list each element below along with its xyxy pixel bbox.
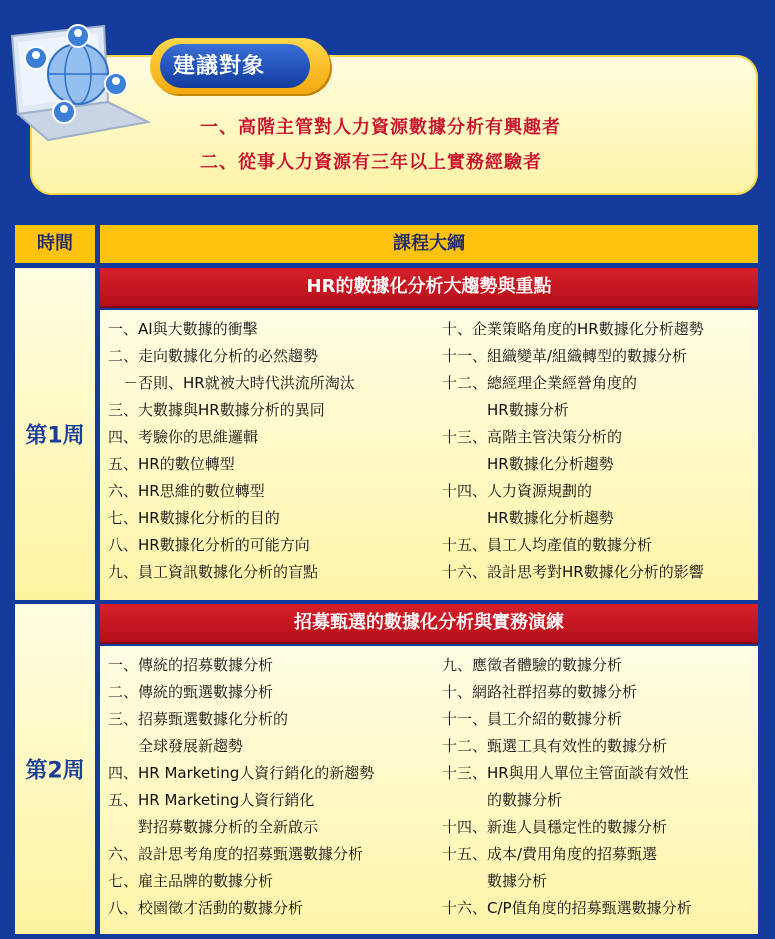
list-item: 九、應徵者體驗的數據分析 (442, 656, 623, 674)
list-item: 三、大數據與HR數據分析的異同 (108, 401, 325, 419)
list-item: 的數據分析 (442, 791, 563, 809)
list-item: HR數據化分析趨勢 (442, 509, 614, 527)
time-header: 時間 (15, 225, 95, 263)
list-item: 十、企業策略角度的HR數據化分析趨勢 (442, 320, 704, 338)
week-1-label: 第1周 (25, 423, 85, 449)
list-item: 二、走向數據化分析的必然趨勢 (108, 347, 319, 365)
list-item: 五、HR Marketing人資行銷化 (108, 791, 315, 809)
list-item: 十五、成本/費用角度的招募甄選 (442, 845, 658, 863)
audience-item-1: 一、高階主管對人力資源數據分析有興趣者 (200, 117, 561, 138)
list-item: 九、員工資訊數據化分析的盲點 (108, 563, 319, 581)
list-item: 十一、組織變革/組織轉型的數據分析 (442, 347, 688, 365)
list-item: 十六、C/P值角度的招募甄選數據分析 (442, 899, 692, 917)
week-2-right-column (442, 652, 692, 922)
list-item: 對招募數據分析的全新啟示 (108, 818, 319, 836)
audience-item-2: 二、從事人力資源有三年以上實務經驗者 (200, 152, 542, 173)
list-item: 數據分析 (442, 872, 548, 890)
laptop-network-icon (8, 22, 158, 142)
list-item: HR數據化分析趨勢 (442, 455, 614, 473)
list-item: 七、HR數據化分析的目的 (108, 509, 280, 527)
week-1-cell (15, 268, 95, 600)
list-item: 四、HR Marketing人資行銷化的新趨勢 (108, 764, 375, 782)
list-item: HR數據分析 (442, 401, 569, 419)
list-item: 一、傳統的招募數據分析 (108, 656, 274, 674)
outline-header: 課程大綱 (100, 225, 758, 263)
list-item: 一、AI與大數據的衝擊 (108, 320, 258, 338)
week-1-right-column (442, 316, 704, 586)
list-item: 十二、總經理企業經營角度的 (442, 374, 638, 392)
list-item: 十四、新進人員穩定性的數據分析 (442, 818, 668, 836)
list-item: 八、HR數據化分析的可能方向 (108, 536, 310, 554)
list-item: －否則、HR就被大時代洪流所淘汰 (108, 374, 355, 392)
list-item: 七、雇主品牌的數據分析 (108, 872, 274, 890)
week-2-label: 第2周 (25, 758, 85, 784)
week-2-left-column (108, 652, 374, 922)
week-1-content (100, 310, 758, 600)
list-item: 十四、人力資源規劃的 (442, 482, 593, 500)
list-item: 十二、甄選工具有效性的數據分析 (442, 737, 668, 755)
list-item: 十、網路社群招募的數據分析 (442, 683, 638, 701)
week-2-cell (15, 604, 95, 934)
week-2-content (100, 646, 758, 934)
list-item: 六、設計思考角度的招募甄選數據分析 (108, 845, 364, 863)
list-item: 全球發展新趨勢 (108, 737, 244, 755)
list-item: 四、考驗你的思維邏輯 (108, 428, 259, 446)
list-item: 五、HR的數位轉型 (108, 455, 235, 473)
list-item: 十五、員工人均產值的數據分析 (442, 536, 653, 554)
week-2-section-title: 招募甄選的數據化分析與實務演練 (100, 604, 758, 644)
list-item: 十三、HR與用人單位主管面談有效性 (442, 764, 689, 782)
list-item: 三、招募甄選數據化分析的 (108, 710, 289, 728)
list-item: 六、HR思維的數位轉型 (108, 482, 265, 500)
list-item: 十三、高階主管決策分析的 (442, 428, 623, 446)
audience-title: 建議對象 (173, 53, 266, 79)
week-1-left-column (108, 316, 355, 586)
list-item: 十六、設計思考對HR數據化分析的影響 (442, 563, 704, 581)
week-1-section-title: HR的數據化分析大趨勢與重點 (100, 268, 758, 308)
list-item: 十一、員工介紹的數據分析 (442, 710, 623, 728)
list-item: 八、校園徵才活動的數據分析 (108, 899, 304, 917)
list-item: 二、傳統的甄選數據分析 (108, 683, 274, 701)
